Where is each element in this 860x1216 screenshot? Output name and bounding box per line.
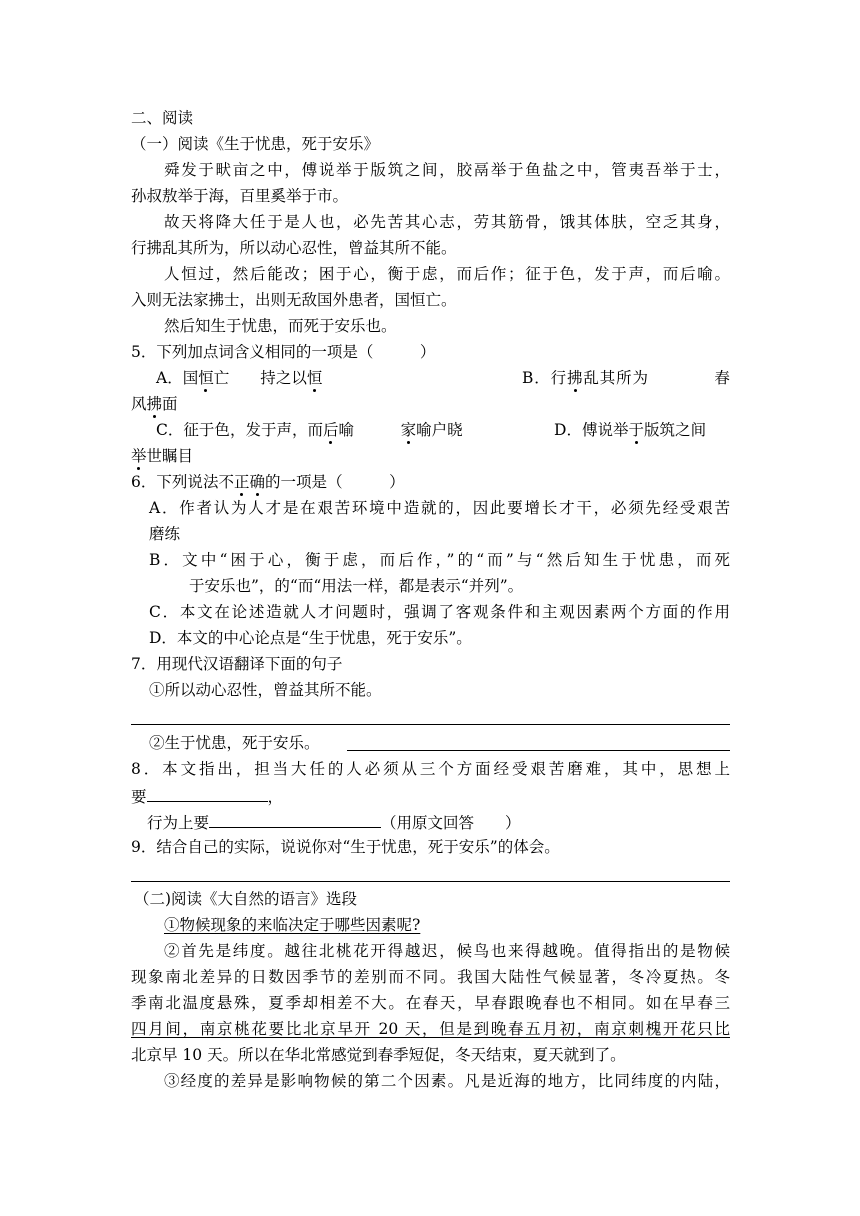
passage2-para2-line4: 四月间，南京桃花要比北京早开 20 天，但是到晚春五月初，南京刺槐开花只比 (131, 1020, 730, 1038)
emphasis-dot-char: 正 (233, 473, 250, 491)
passage1-para2-line1: 故天将降大任于是人也，必先苦其心志，劳其筋骨，饿其体肤，空乏其身， (164, 213, 730, 231)
emphasis-dot-char: 确 (249, 473, 265, 491)
passage2-para2-line3: 季南北温度悬殊，夏季却相差不大。在春天，早春跟晚春也不相同。如在早春三 (131, 994, 730, 1012)
passage2-para3-line1: ③经度的差异是影响物候的第二个因素。凡是近海的地方，比同纬度的内陆， (164, 1072, 730, 1090)
emphasis-dot-char: 恒 (198, 369, 214, 387)
emphasis-dot-char: 恒 (306, 369, 323, 387)
section-title: 二、阅读 (131, 109, 194, 127)
q5-option-b-line2: 风拂面 (131, 395, 178, 413)
passage2-heading: （二)阅读《大自然的语言》选段 (134, 890, 358, 908)
emphasis-dot-char: 拂 (146, 395, 163, 413)
passage1-para3-line1: 人恒过，然后能改；困于心，衡于虑，而后作；征于色，发于声，而后喻。 (164, 265, 730, 283)
q6-option-a-line1: A．作者认为人才是在艰苦环境中造就的，因此要增长才干，必须先经受艰苦 (149, 499, 730, 517)
q6-option-a-line2: 磨练 (149, 525, 181, 543)
emphasis-dot-char: 举 (131, 447, 147, 465)
q6-option-d: D．本文的中心论点是“生于忧患，死于安乐”。 (149, 629, 472, 647)
q8-line2-text: 要 (131, 788, 147, 806)
q5-option-c: C．征于色，发于声，而后喻 家喻户晓 (156, 421, 463, 439)
q8-line3-suffix: （用原文回答 ） (381, 814, 521, 832)
q9-stem: 9．结合自己的实际，说说你对“生于忧患，死于安乐”的体会。 (131, 838, 560, 856)
q6-option-c: C．本文在论述造就人才问题时，强调了客观条件和主观因素两个方面的作用 (149, 603, 730, 621)
q8-line3-prefix: 行为上要 (147, 814, 210, 832)
q8-line3 (147, 811, 521, 833)
q8-blank-action[interactable] (209, 811, 381, 828)
q7-answer-line-1[interactable] (131, 724, 730, 725)
emphasis-dot-char: 后 (323, 421, 339, 439)
passage1-para3-line2: 入则无法家拂士，出则无敌国外患者，国恒亡。 (131, 291, 457, 309)
emphasis-dot-char: 家 (400, 421, 417, 439)
q7-sentence-1: ①所以动心忍性，曾益其所不能。 (149, 681, 382, 699)
q9-answer-line[interactable] (131, 881, 730, 882)
q7-answer-line-2[interactable] (347, 750, 730, 751)
q5-option-d-line1: D．傅说举于版筑之间 (554, 421, 707, 439)
q5-stem: 5．下列加点词含义相同的一项是（ ） (131, 343, 436, 361)
emphasis-dot-char: 拂 (567, 369, 584, 387)
q5-option-b-line1: B．行拂乱其所为 春 (522, 369, 730, 387)
passage2-para1: ①物候现象的来临决定于哪些因素呢? (164, 916, 421, 934)
passage2-para2-line5: 北京早 10 天。所以在华北常感觉到春季短促，冬天结束，夏天就到了。 (131, 1046, 626, 1064)
passage2-para2-line2: 现象南北差异的日数因季节的差别而不同。我国大陆性气候显著，冬冷夏热。冬 (131, 968, 730, 986)
q5-option-a: A．国恒亡 持之以恒 (156, 369, 323, 387)
q8-line1: 8．本文指出，担当大任的人必须从三个方面经受艰苦磨难，其中，思想上 (131, 760, 730, 778)
q8-blank-thought[interactable] (147, 785, 268, 802)
passage1-para4: 然后知生于忧患，而死于安乐也。 (164, 317, 397, 335)
passage1-para1-line1: 舜发于畎亩之中，傅说举于版筑之间，胶鬲举于鱼盐之中，管夷吾举于士， (164, 161, 730, 179)
q7-stem: 7．用现代汉语翻译下面的句子 (131, 655, 343, 673)
q6-stem: 6．下列说法不正确的一项是（ ） (131, 473, 405, 491)
q7-sentence-2: ②生于忧患，死于安乐。 (149, 734, 320, 752)
q5-option-d-line2: 举世瞩目 (131, 447, 194, 465)
q6-option-b-line1: B．文中“困于心，衡于虑，而后作，”的“而”与“然后知生于忧患，而死 (149, 551, 730, 569)
passage1-heading: （一）阅读《生于忧患，死于安乐》 (131, 135, 380, 153)
emphasis-dot-char: 于 (628, 421, 645, 439)
passage1-para1-line2: 孙叔敖举于海，百里奚举于市。 (131, 187, 349, 205)
q8-line2: 要 ， (131, 785, 283, 807)
passage1-para2-line2: 行拂乱其所为，所以动心忍性，曾益其所不能。 (131, 239, 457, 257)
passage2-para2-line1: ②首先是纬度。越往北桃花开得越迟，候鸟也来得越晚。值得指出的是物候 (164, 942, 730, 960)
q6-option-b-line2: 于安乐也”，的“而“用法一样，都是表示“并列”。 (189, 577, 524, 595)
